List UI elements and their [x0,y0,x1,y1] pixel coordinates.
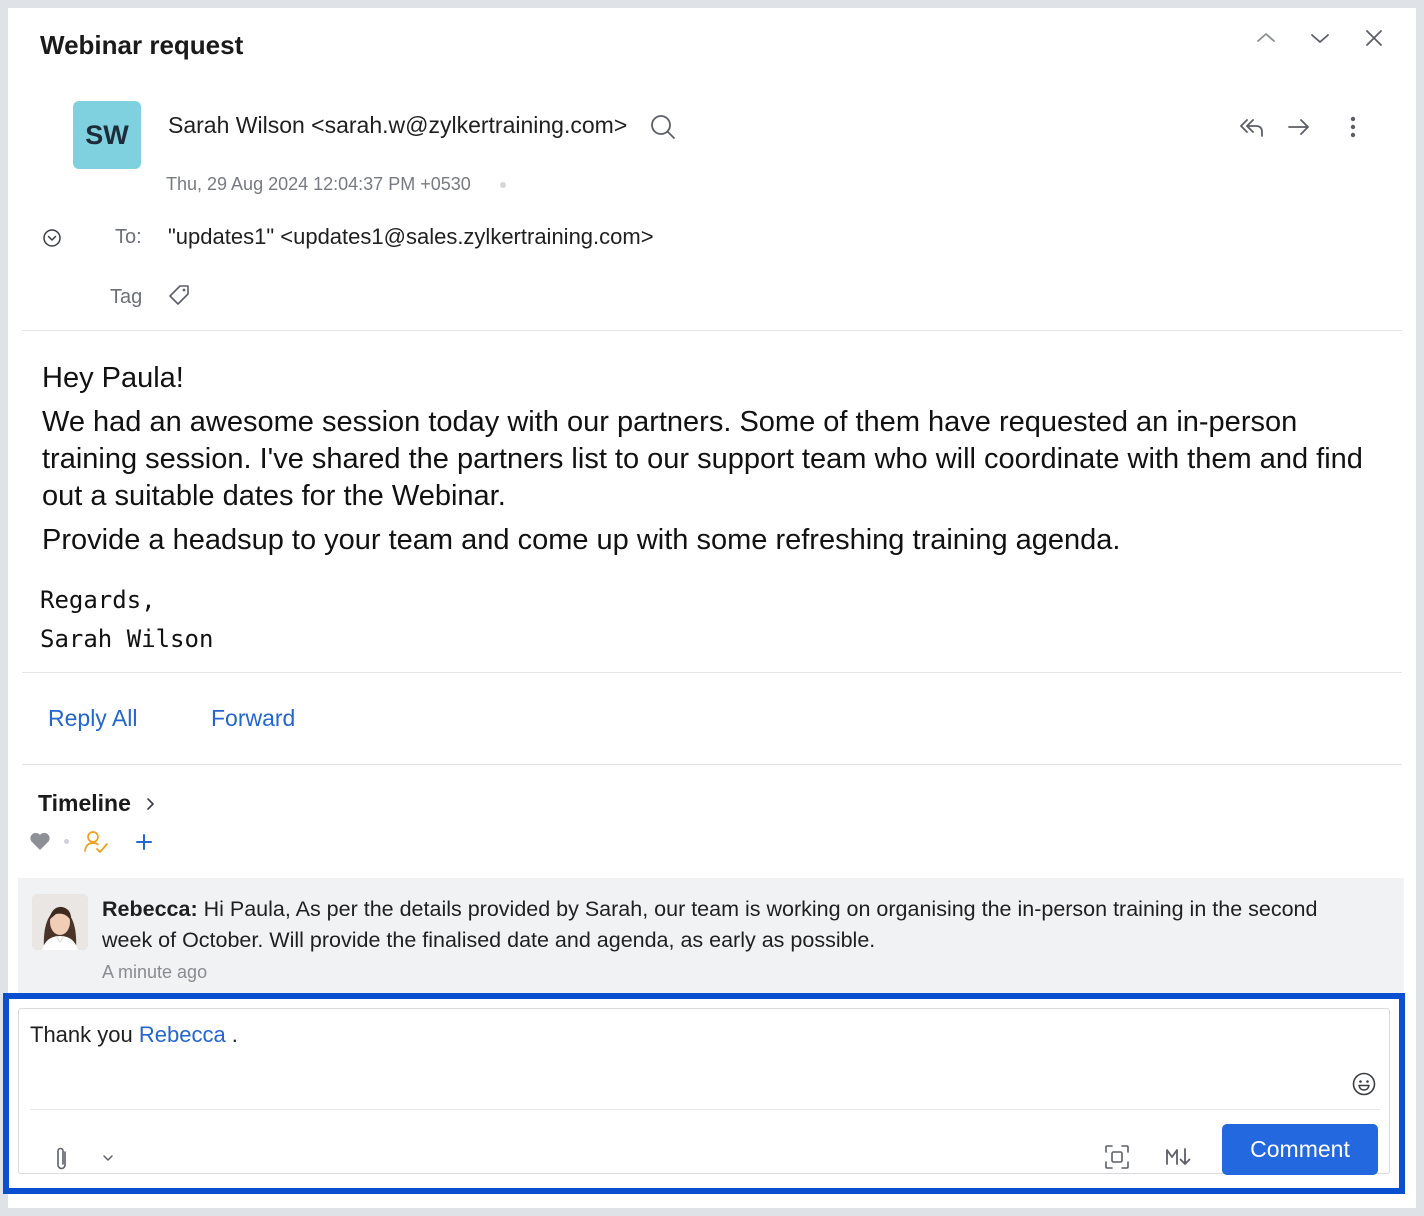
to-recipient[interactable]: "updates1" <updates1@sales.zylkertraining.com> [168,224,654,249]
markdown-button[interactable] [1162,1142,1196,1172]
comment-body [102,894,1342,956]
commenter-avatar [32,894,88,950]
actions-divider [22,764,1402,765]
sender-avatar: SW [73,101,141,169]
expand-circle-icon [42,228,62,248]
separator-dot [64,839,69,844]
signoff: Regards, [40,586,156,614]
heart-icon [29,831,51,851]
chevron-up-icon [1254,26,1278,50]
assign-icon [83,829,109,855]
email-signature [40,581,213,659]
mention-rebecca[interactable]: Rebecca [138,1022,226,1047]
body-greeting: Hey Paula! [42,362,184,394]
comment-timestamp: A minute ago [102,962,208,982]
attachment-icon [55,1146,69,1172]
compose-text-before: Thank you [30,1022,139,1047]
email-subject: Webinar request [40,30,244,60]
comment-author: Rebecca: [102,897,198,921]
attach-options-button[interactable] [98,1148,118,1168]
compose-text-after: . [225,1022,238,1047]
chevron-down-icon [102,1154,114,1162]
assign-button[interactable] [82,828,110,856]
emoji-button[interactable] [1350,1070,1378,1098]
sender-name[interactable]: Sarah Wilson <sarah.w@zylkertraining.com> [168,112,628,138]
comment-text: Hi Paula, As per the details provided by Sarah, our team is working on organising the in-person training in the second week of October. Will provide the finalised date and agenda, as early as possible. [102,897,1318,952]
to-label: To: [115,226,142,248]
close-icon [1362,26,1386,50]
tag-icon [167,283,191,307]
emoji-icon [1351,1071,1377,1097]
chevron-right-icon [145,797,155,811]
expand-recipients-button[interactable] [40,226,64,250]
timeline-title[interactable]: Timeline [38,790,131,816]
search-icon [649,113,677,141]
forward-icon [1286,114,1312,140]
screenshot-icon [1104,1144,1130,1170]
header-divider [22,330,1402,331]
composer-divider [30,1109,1380,1110]
forward-link[interactable]: Forward [211,705,296,731]
like-button[interactable] [28,830,52,852]
add-timeline-button[interactable] [132,830,156,854]
plus-icon [135,833,153,851]
reply-all-button[interactable] [1236,112,1268,142]
email-body [42,360,1372,566]
close-button[interactable] [1356,20,1392,56]
body-paragraph-1: We had an awesome session today with our partners. Some of them have requested an in-person training session. I've shared the partners list to our support team who will coordinate with them and find out a suitable dates for the Webinar. [42,406,1363,512]
screenshot-button[interactable] [1102,1142,1132,1172]
signature-name: Sarah Wilson [40,625,214,653]
body-paragraph-2: Provide a headsup to your team and come up with some refreshing training agenda. [42,524,1121,556]
markdown-icon [1164,1146,1194,1168]
separator-dot [500,182,506,188]
previous-email-button[interactable] [1248,20,1284,56]
comment-submit-button[interactable]: Comment [1222,1124,1378,1175]
next-email-button[interactable] [1302,20,1338,56]
reply-all-icon [1238,114,1266,140]
body-divider [22,672,1402,673]
attach-button[interactable] [50,1144,74,1174]
forward-button[interactable] [1284,112,1314,142]
comment-input[interactable] [30,1022,238,1048]
email-date: Thu, 29 Aug 2024 12:04:37 PM +0530 [166,174,471,194]
reply-all-link[interactable]: Reply All [48,705,138,731]
more-vertical-icon [1349,115,1357,139]
more-options-button[interactable] [1338,112,1368,142]
timeline-expand-button[interactable] [142,794,158,814]
add-tag-button[interactable] [165,281,193,309]
search-sender-button[interactable] [648,112,678,142]
chevron-down-icon [1308,26,1332,50]
tag-label: Tag [110,286,143,308]
